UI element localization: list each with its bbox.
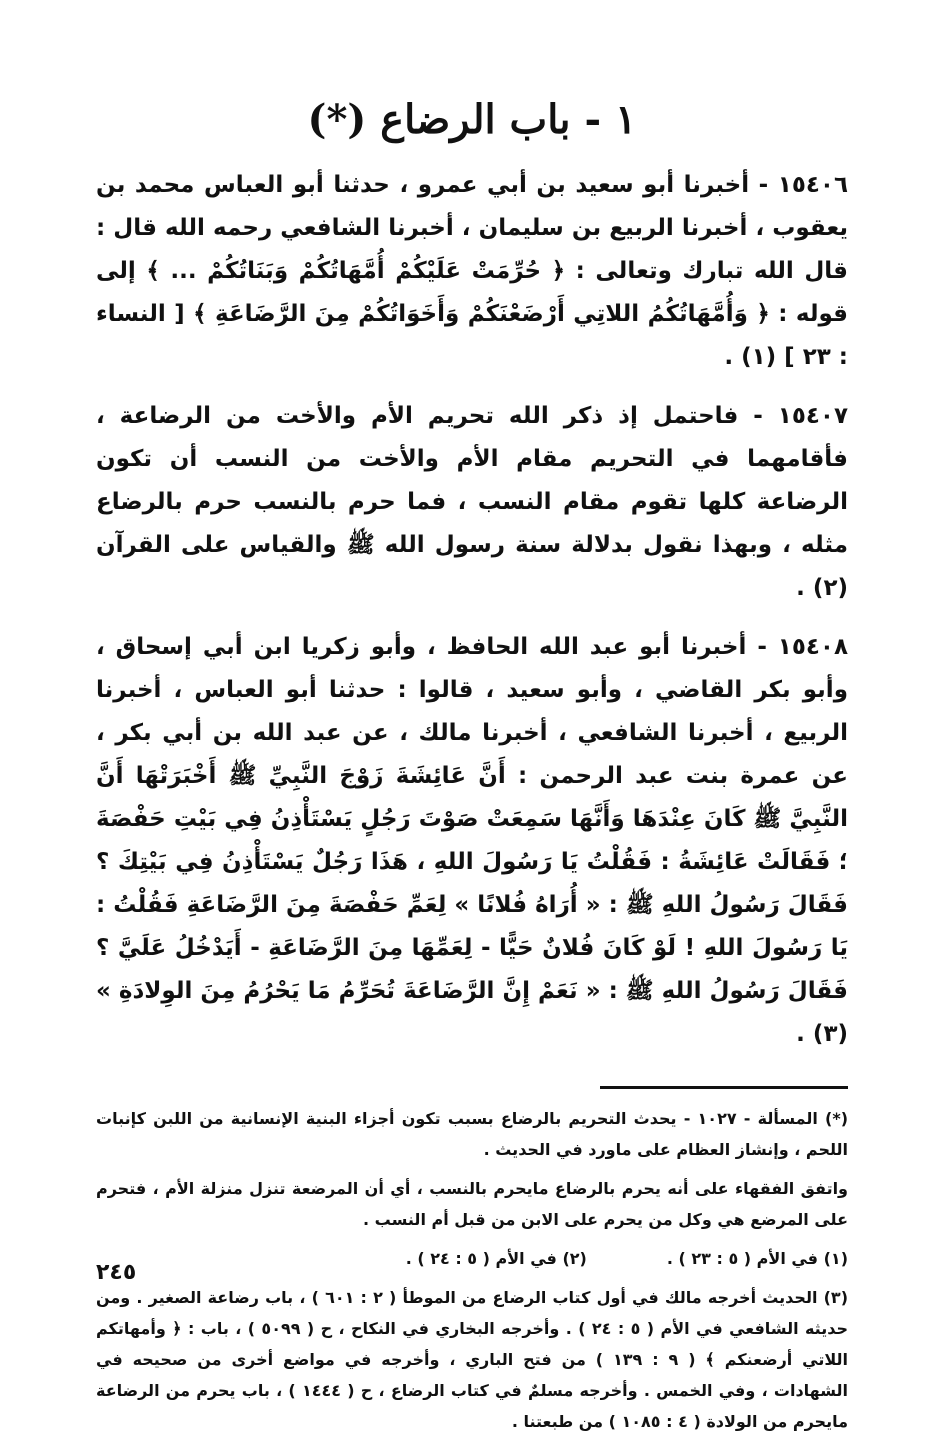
footnote-refs-row [96, 1243, 848, 1282]
footnotes [96, 1103, 848, 1437]
paragraph-15408: ١٥٤٠٨ - أخبرنا أبو عبد الله الحافظ ، وأبو زكريا ابن أبي إسحاق ، وأبو بكر القاضي ، وأبو سعيد ، قالوا : حدثنا أبو العباس ، أخبرنا الربيع ، أخبرنا الشافعي ، أخبرنا مالك ، عن عبد الله بن أبي بكر ، عن عمرة بنت عبد الرحمن : أَنَّ عَائِشَةَ زَوْجَ النَّبِيِّ ﷺ أَخْبَرَتْهَا أَنَّ النَّبِيَّ ﷺ كَانَ عِنْدَهَا وَأَنَّهَا سَمِعَتْ صَوْتَ رَجُلٍ يَسْتَأْذِنُ فِي بَيْتِ حَفْصَةَ ؛ فَقَالَتْ عَائِشَةُ : فَقُلْتُ يَا رَسُولَ اللهِ ، هَذَا رَجُلٌ يَسْتَأْذِنُ فِي بَيْتِكَ ؟ فَقَالَ رَسُولُ اللهِ ﷺ : « أُرَاهُ فُلانًا » لِعَمِّ حَفْصَةَ مِنَ الرَّضَاعَةِ فَقُلْتُ : يَا رَسُولَ اللهِ ! لَوْ كَانَ فُلانٌ حَيًّا - لِعَمِّهَا مِنَ الرَّضَاعَةِ - أَيَدْخُلُ عَلَيَّ ؟ فَقَالَ رَسُولُ اللهِ ﷺ : « نَعَمْ إِنَّ الرَّضَاعَةَ تُحَرِّمُ مَا يَحْرُمُ مِنَ الوِلادَةِ » (٣) . [96, 634, 848, 1047]
page-content [96, 88, 848, 1445]
footnote-3: (٣) الحديث أخرجه مالك في أول كتاب الرضاع من الموطأ ( ٢ : ٦٠١ ) ، باب رضاعة الصغير . ومن حديثه الشافعي في الأم ( ٥ : ٢٤ ) . وأخرجه البخاري في النكاح ، ح ( ٥٠٩٩ ) ، باب : ﴿ وأمهاتكم اللاتي أرضعنكم ﴾ ( ٩ : ١٣٩ ) من فتح الباري ، وأخرجه في مواضع أخرى من صحيحه في الشهادات ، وفي الخمس . وأخرجه مسلمٌ في كتاب الرضاع ، ح ( ١٤٤٤ ) ، باب يحرم من الرضاعة مايحرم من الولادة ( ٤ : ١٠٨٥ ) من طبعتنا . [96, 1288, 848, 1431]
footnote-divider [600, 1086, 848, 1089]
chapter-title: ١ - باب الرضاع (*) [307, 96, 637, 143]
paragraph-15407: ١٥٤٠٧ - فاحتمل إذ ذكر الله تحريم الأم والأخت من الرضاعة ، فأقامهما في التحريم مقام الأم والأخت من النسب أن تكون الرضاعة كلها تقوم مقام النسب ، فما حرم بالنسب حرم بالرضاع مثله ، وبهذا نقول بدلالة سنة رسول الله ﷺ والقياس على القرآن (٢) . [96, 403, 848, 601]
footnote-1: (١) في الأم ( ٥ : ٢٣ ) . [666, 1249, 848, 1268]
page-number: ٢٤٥ [96, 1260, 137, 1285]
paragraph-15406: ١٥٤٠٦ - أخبرنا أبو سعيد بن أبي عمرو ، حدثنا أبو العباس محمد بن يعقوب ، أخبرنا الربيع بن سليمان ، أخبرنا الشافعي رحمه الله قال : قال الله تبارك وتعالى : ﴿ حُرِّمَتْ عَلَيْكُمْ أُمَّهَاتُكُمْ وَبَنَاتُكُمْ ... ﴾ إلى قوله : ﴿ وَأُمَّهَاتُكُمُ اللاتِي أَرْضَعْنَكُمْ وَأَخَوَاتُكُمْ مِنَ الرَّضَاعَةِ ﴾ [ النساء : ٢٣ ] (١) . [96, 172, 848, 370]
footnote-star: (*) المسألة - ١٠٢٧ - يحدث التحريم بالرضاع بسبب تكون أجزاء البنية الإنسانية من اللبن كإنبات اللحم ، وإنشاز العظام على ماورد في الحديث . [96, 1109, 849, 1159]
footnote-agreement: واتفق الفقهاء على أنه يحرم بالرضاع مايحرم بالنسب ، أي أن المرضعة تنزل منزلة الأم ، فتحرم على المرضع هي وكل من يحرم على الابن من قبل أم النسب . [96, 1179, 848, 1229]
main-text [96, 164, 848, 1056]
footnote-2: (٢) في الأم ( ٥ : ٢٤ ) . [405, 1249, 587, 1268]
